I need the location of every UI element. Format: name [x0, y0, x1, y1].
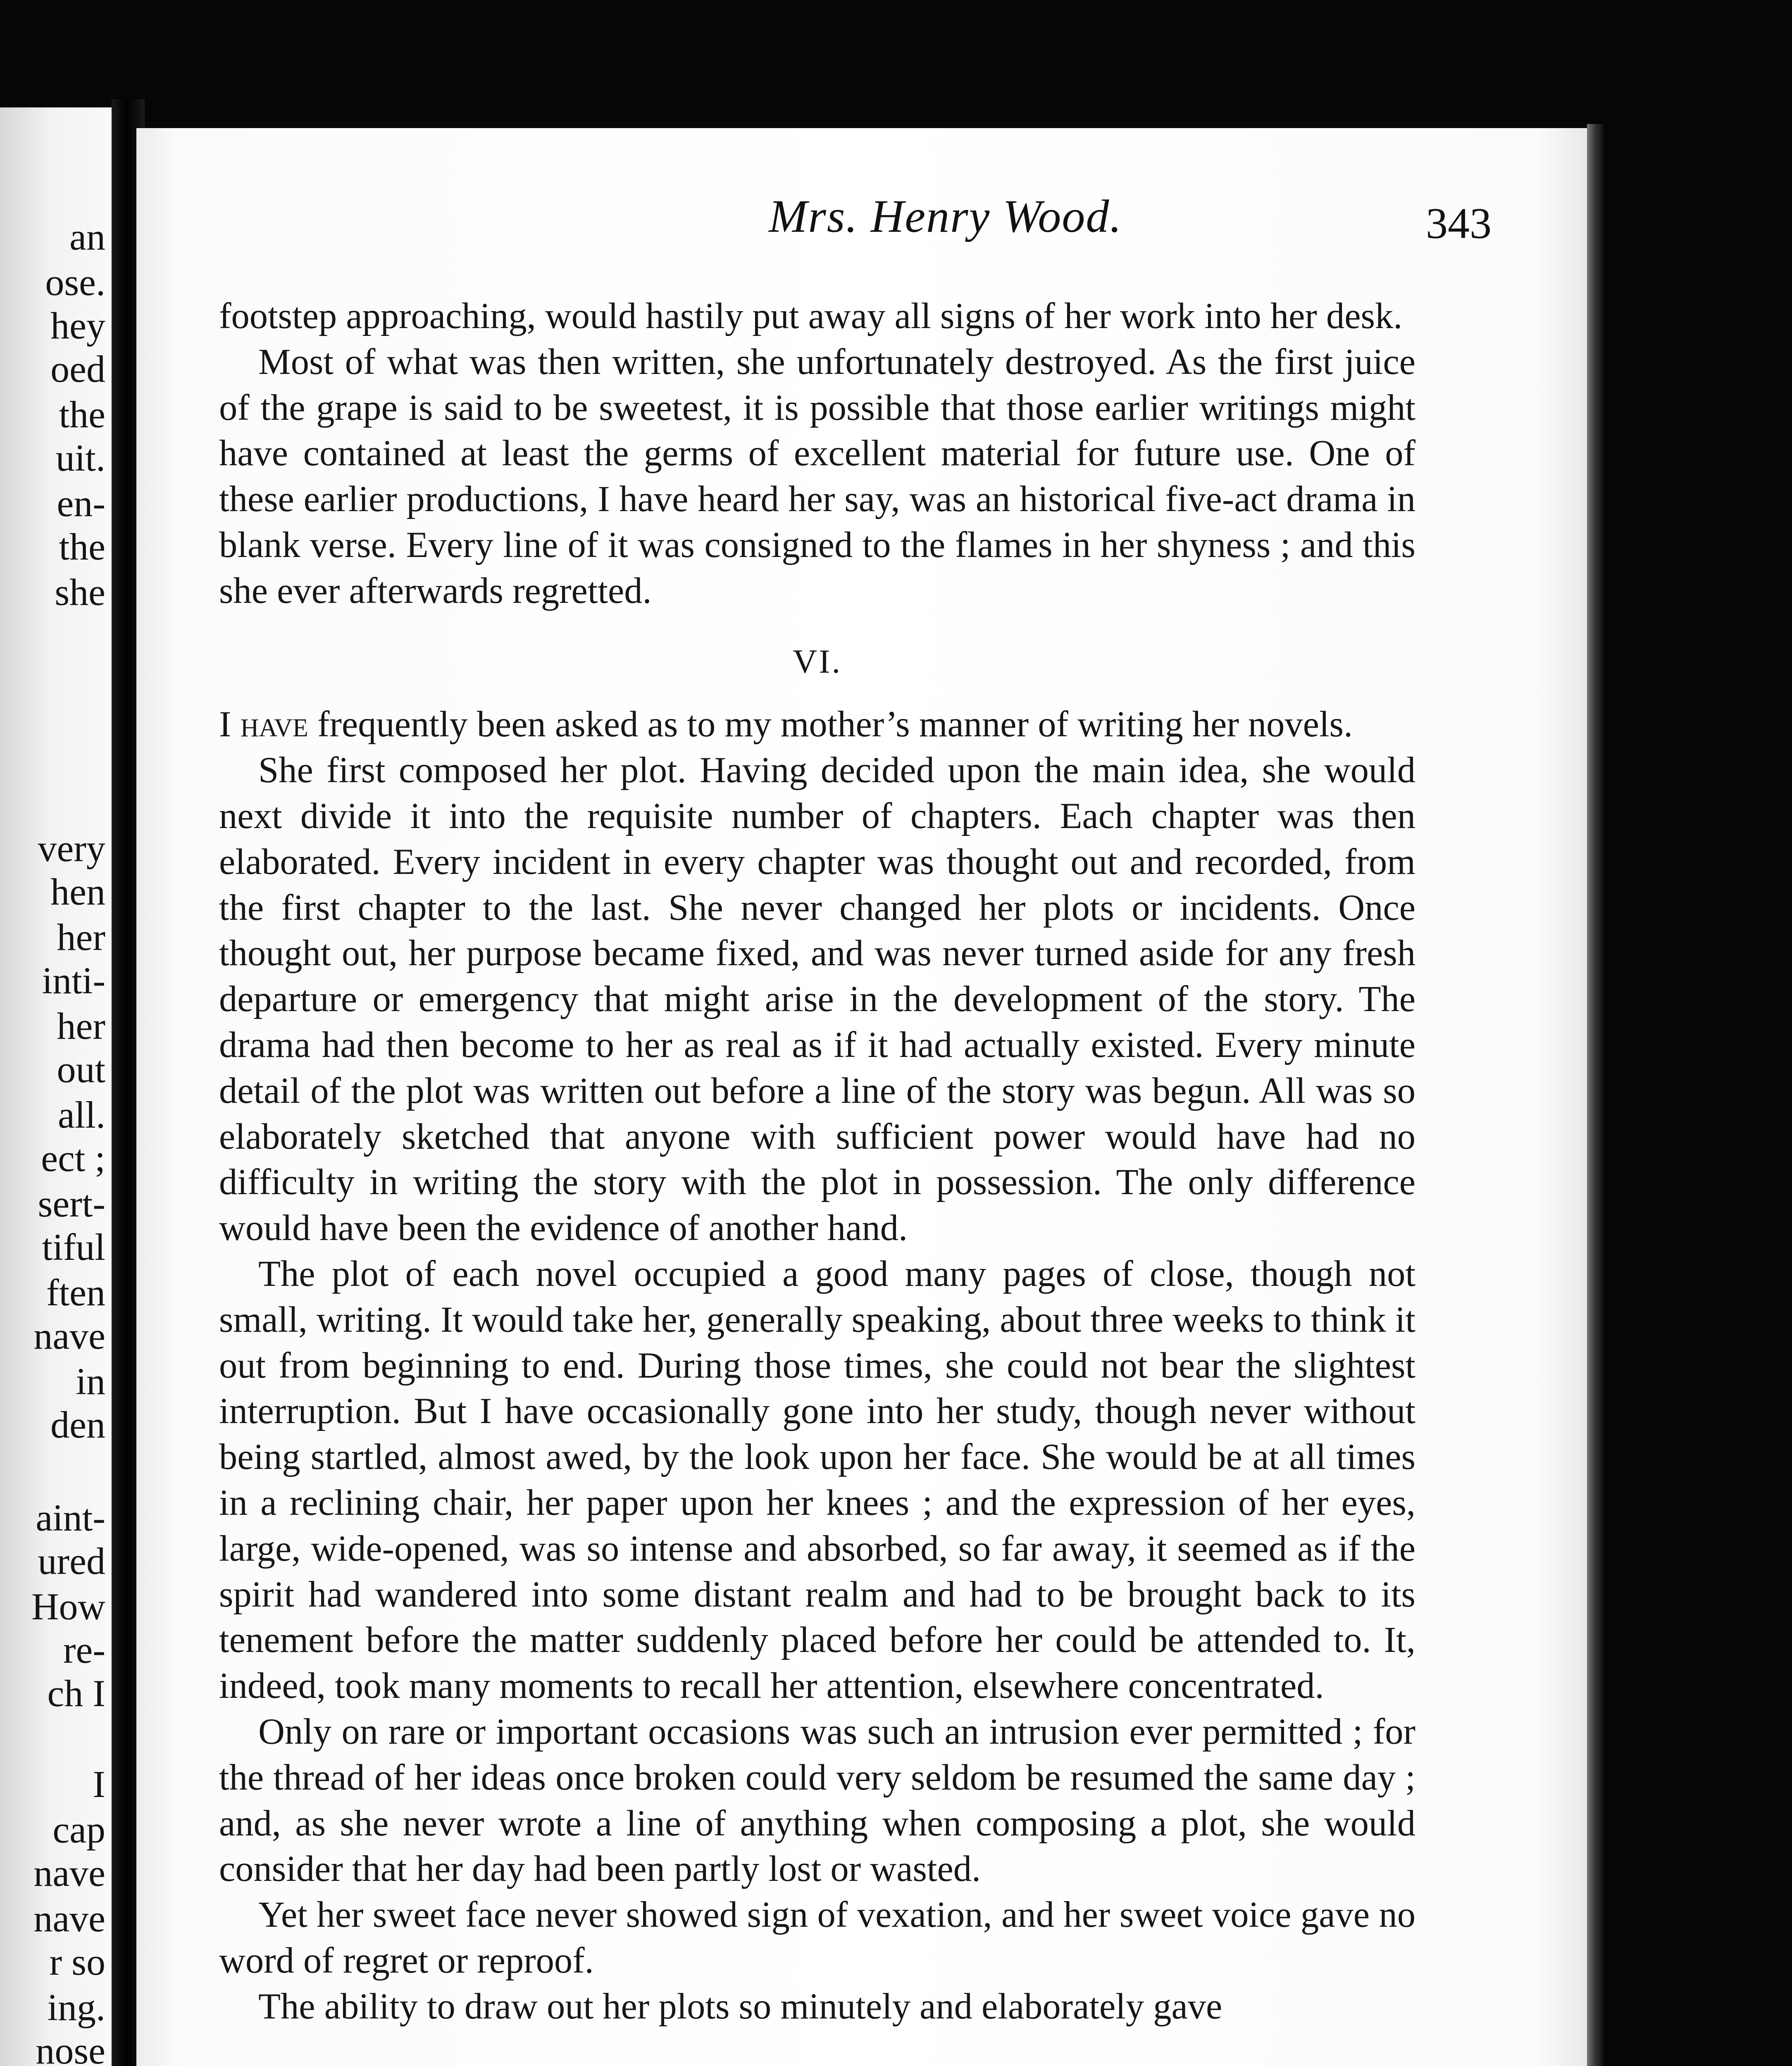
- section-opening-paragraph: [219, 702, 1415, 747]
- paragraph: Only on rare or important occasions was such an intrusion ever permitted ; for the thread of her ideas once broken could very seldom be resumed the same day ; and, as she never wrote a line of anything when composing a plot, she would consider that her day had been partly lost or wasted.: [219, 1711, 1415, 1890]
- facing-page-fragment: she: [55, 571, 105, 613]
- facing-page-fragment: her: [57, 916, 105, 958]
- paragraph: She first composed her plot. Having decided upon the main idea, she would next divide it into the requisite number of chapters. Each chapter was then elaborated. Every incident in every chapter was thought out and recorded, from the first chapter to the last. She never changed her plots or incidents. Once thought out, her purpose became fixed, and was never turned aside for any fresh departure or emergency that might arise in the development of the story. The drama had then become to her as real as if it had actually existed. Every minute detail of the plot was written out before a line of the story was begun. All was so elaborately sketched that anyone with sufficient power would have had no difficulty in writing the story with the plot in possession. The only difference would have been the evidence of another hand.: [219, 750, 1415, 1249]
- facing-page-fragment: the: [59, 526, 105, 568]
- facing-page-fragment: nave: [33, 1315, 105, 1357]
- facing-page-left: [0, 107, 124, 2066]
- facing-page-fragment: inti-: [42, 959, 105, 1002]
- facing-page-fragment: den: [50, 1404, 105, 1446]
- book-page: [136, 128, 1595, 2066]
- running-head-title: Mrs. Henry Wood.: [769, 191, 1122, 242]
- facing-page-fragment: oed: [50, 348, 105, 390]
- facing-page-fragment: uit.: [55, 437, 105, 479]
- facing-page-fragment: nave: [33, 1897, 105, 1940]
- small-caps-lead: I have: [219, 704, 308, 745]
- page-body: [219, 293, 1415, 2029]
- section-opening-text: frequently been asked as to my mother’s manner of writing her novels.: [308, 704, 1353, 745]
- paragraph: The ability to draw out her plots so minutely and elaborately gave: [258, 1986, 1222, 2027]
- facing-page-fragment: out: [57, 1048, 105, 1090]
- facing-page-fragment: hen: [50, 871, 105, 913]
- paragraph: Yet her sweet face never showed sign of vexation, and her sweet voice gave no word of regret or reproof.: [219, 1895, 1415, 1981]
- facing-page-fragment: all.: [58, 1094, 105, 1136]
- facing-page-fragment: ch I: [47, 1672, 105, 1714]
- facing-page-fragment: the: [59, 393, 105, 436]
- paragraph: The plot of each novel occupied a good many pages of close, though not small, writing. It would take her, generally speaking, about three weeks to think it out from beginning to end. During those times, she could not bear the slightest interruption. But I have occasionally gone into her study, though never without being startled, almost awed, by the look upon her face. She would be at all times in a reclining chair, her paper upon her knees ; and the expression of her eyes, large, wide-opened, was so intense and absorbed, so far away, it seemed as if the spirit had wandered into some distant realm and had to be brought back to its tenement before the matter suddenly placed before her could be attended to. It, indeed, took many moments to recall her attention, elsewhere concentrated.: [219, 1253, 1415, 1707]
- facing-page-fragment: sert-: [38, 1183, 105, 1225]
- facing-page-fragment: r so: [49, 1941, 105, 1983]
- paragraph: Most of what was then written, she unfortunately destroyed. As the first juice of the grape is said to be sweetest, it is possible that those earlier writings might have contained at least the germs of excellent material for future use. One of these earlier productions, I have heard her say, was an historical five-act drama in blank verse. Every line of it was consigned to the flames in her shyness ; and this she ever afterwards regretted.: [219, 341, 1415, 611]
- facing-page-fragment: ured: [38, 1540, 105, 1582]
- facing-page-fragment: ften: [46, 1271, 105, 1314]
- facing-page-fragment: ing.: [47, 1986, 105, 2028]
- facing-page-fragment: aint-: [36, 1497, 105, 1539]
- facing-page-fragment: in: [76, 1360, 105, 1402]
- page-number: 343: [1426, 199, 1492, 248]
- facing-page-fragment: nose: [36, 2030, 105, 2066]
- facing-page-fragment: I: [93, 1763, 105, 1805]
- facing-page-fragment: tiful: [42, 1226, 105, 1268]
- page-edge-shadow: [1587, 124, 1604, 2066]
- facing-page-fragment: ect ;: [41, 1137, 105, 1179]
- paragraph-continued: footstep approaching, would hastily put away all signs of her work into her desk.: [219, 296, 1403, 336]
- facing-page-fragment: en-: [57, 482, 105, 524]
- facing-page-fragment: ose.: [45, 261, 105, 303]
- facing-page-fragment: an: [69, 216, 105, 258]
- section-heading: VI.: [792, 642, 842, 680]
- facing-page-fragment: cap: [52, 1809, 105, 1851]
- facing-page-fragment: re-: [63, 1629, 105, 1671]
- facing-page-fragment: hey: [50, 305, 105, 347]
- facing-page-fragment: very: [38, 827, 105, 869]
- facing-page-fragment: nave: [33, 1852, 105, 1894]
- facing-page-fragment: How: [31, 1585, 105, 1628]
- facing-page-fragment: her: [57, 1005, 105, 1047]
